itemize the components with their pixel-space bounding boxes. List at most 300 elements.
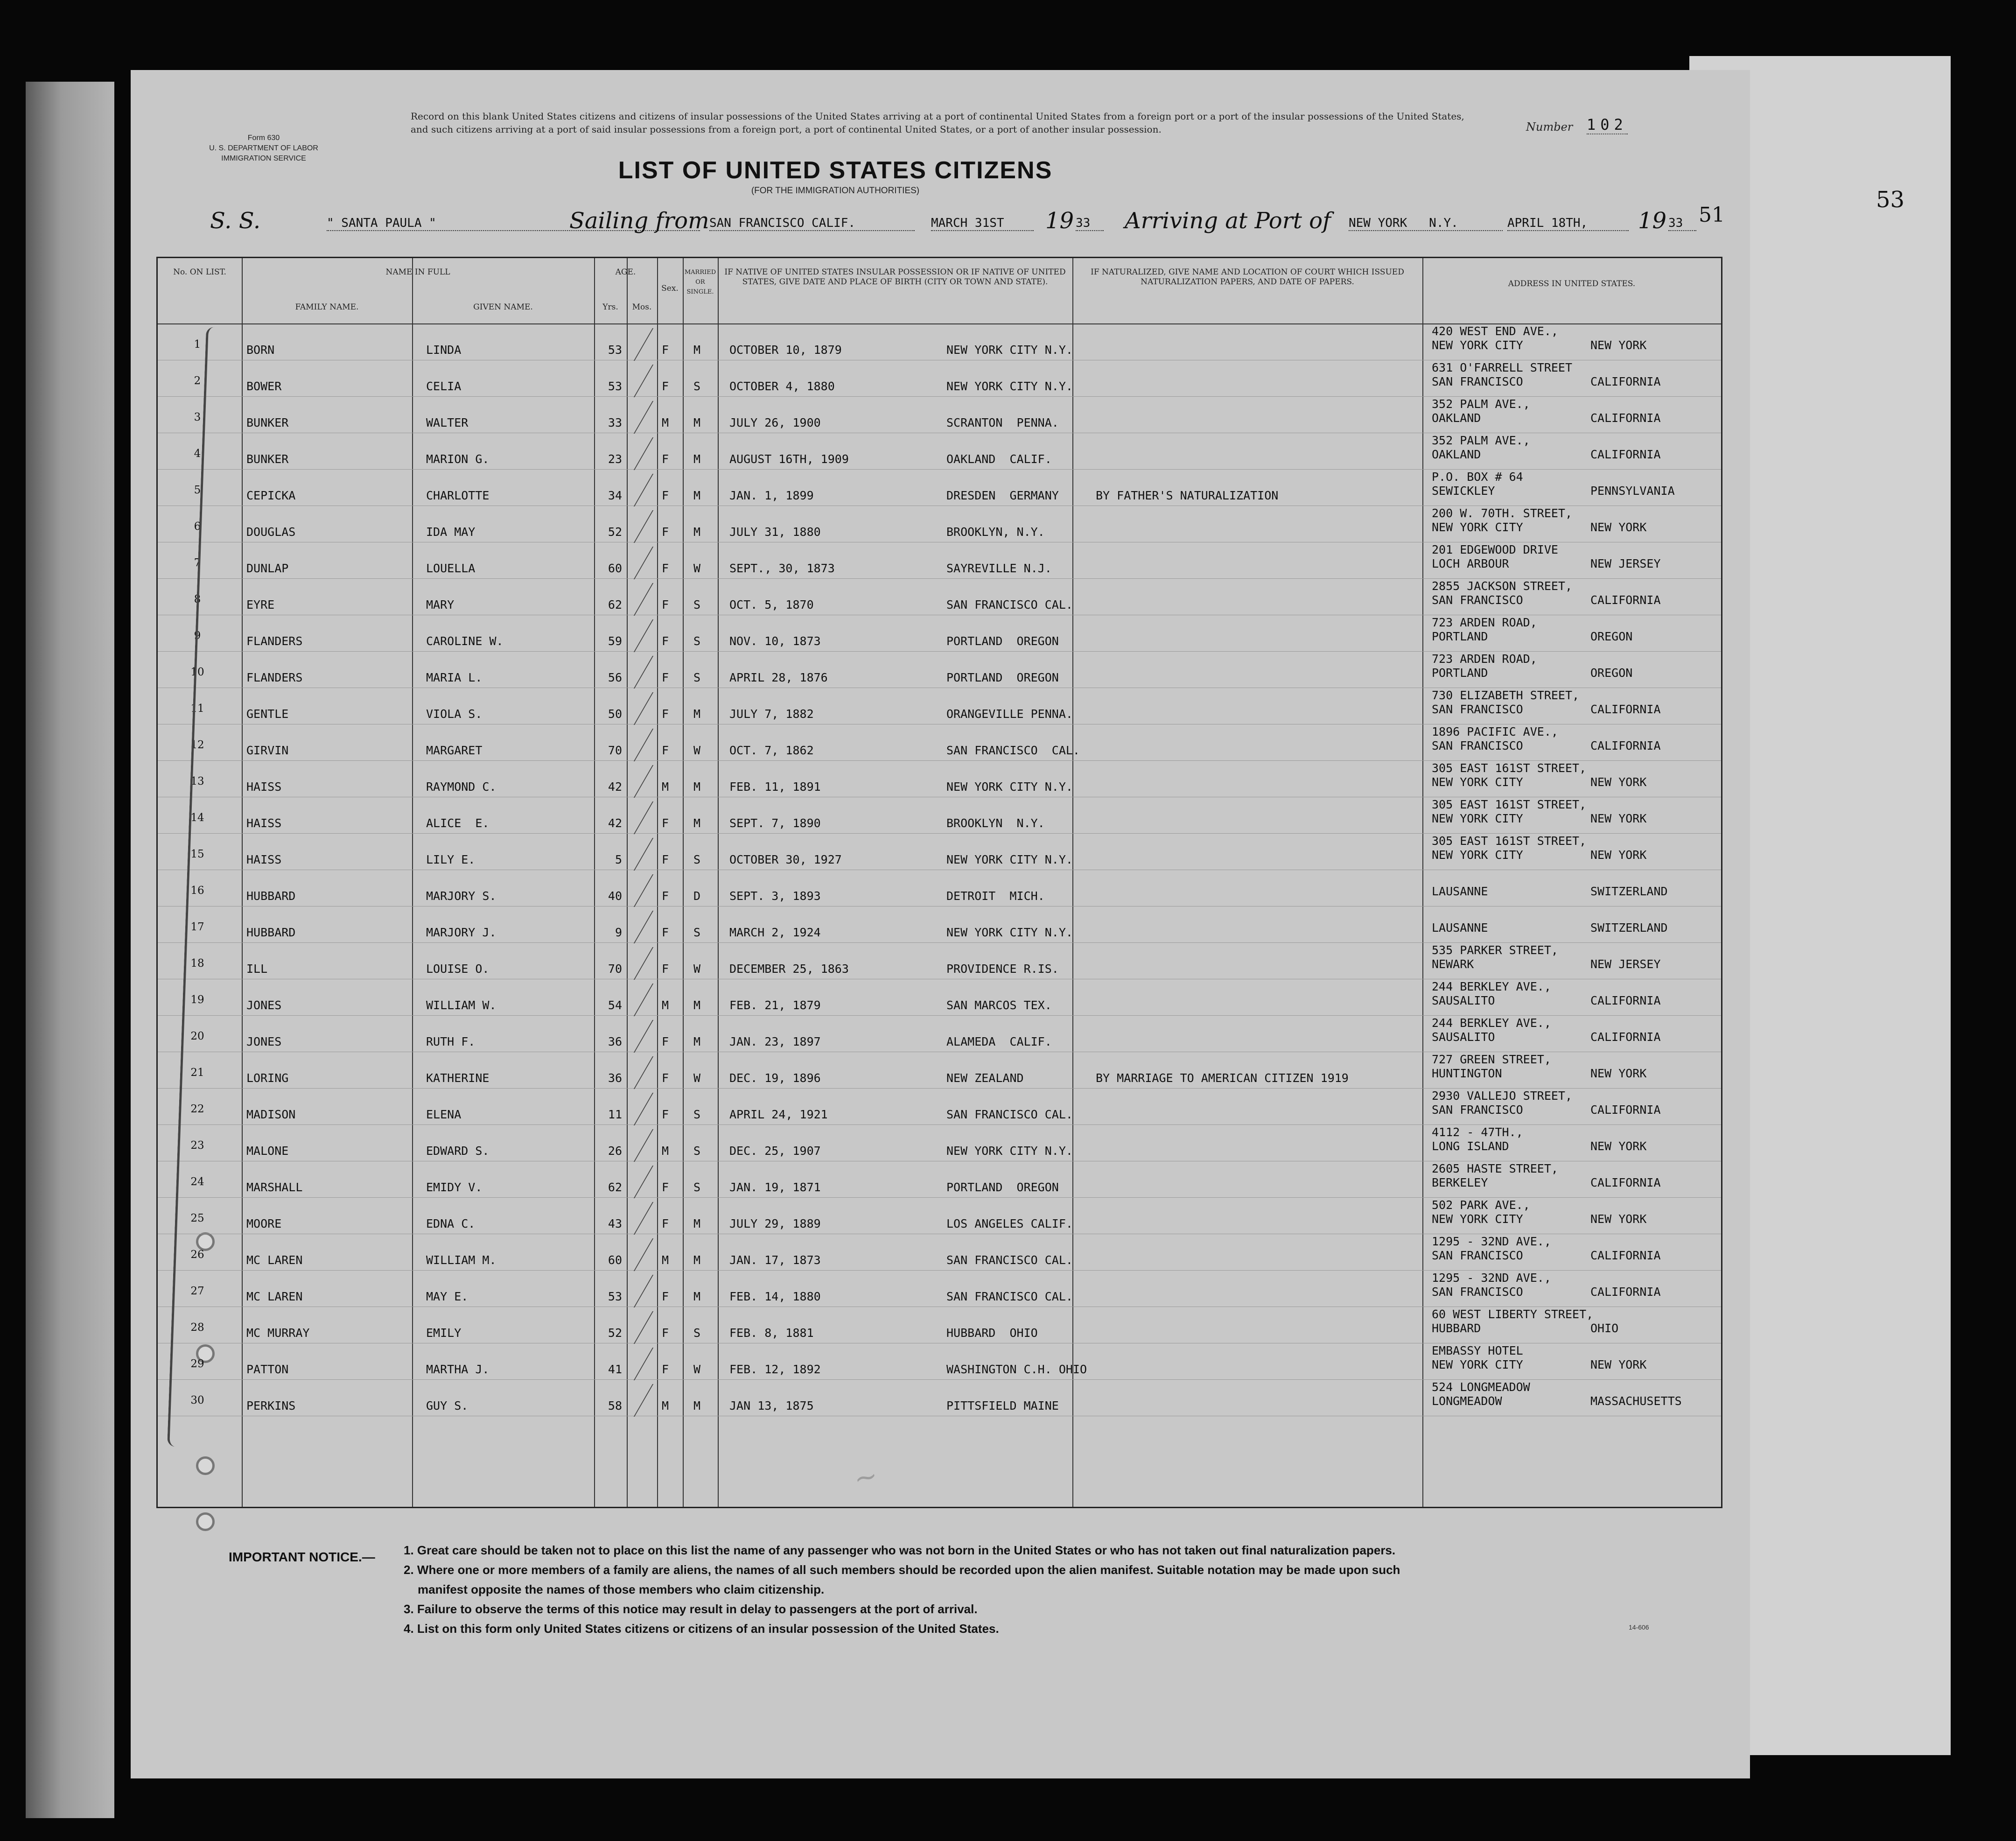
check-tick <box>634 1238 686 1271</box>
marital-status: M <box>693 1399 701 1412</box>
family-name: MADISON <box>246 1108 296 1121</box>
marital-status: D <box>693 889 701 903</box>
address-city: SEWICKLEY <box>1432 484 1495 498</box>
age-years: 11 <box>608 1108 622 1121</box>
age-years: 54 <box>608 998 622 1012</box>
header-naturalized: IF NATURALIZED, GIVE NAME AND LOCATION OF COURT WHICH ISSUED NATURALIZATION PAPERS, AND DATE OF PAPERS. <box>1091 267 1404 287</box>
address-state: OREGON <box>1590 630 1633 643</box>
birth-date: SEPT., 30, 1873 <box>729 562 835 575</box>
notice-item: 4. List on this form only United States citizens or citizens of an insular possession of the United States. <box>404 1622 999 1636</box>
list-number: 10 <box>190 666 204 678</box>
given-name: MARGARET <box>426 744 483 757</box>
list-number: 20 <box>190 1030 204 1042</box>
address-city: HUNTINGTON <box>1432 1067 1502 1080</box>
check-tick <box>634 1020 686 1053</box>
family-name: FLANDERS <box>246 671 303 684</box>
sex: F <box>662 889 669 903</box>
marital-status: W <box>693 1363 701 1376</box>
year-prefix: 19 <box>1638 208 1667 234</box>
birth-place: NEW YORK CITY N.Y. <box>946 926 1073 939</box>
address-city: BERKELEY <box>1432 1176 1488 1189</box>
sex: M <box>662 1253 669 1267</box>
birth-place: DETROIT MICH. <box>946 889 1045 903</box>
address-city: NEW YORK CITY <box>1432 338 1523 352</box>
arriving-label: Arriving at Port of <box>1125 208 1331 234</box>
address-city: NEW YORK CITY <box>1432 775 1523 789</box>
address-state: CALIFORNIA <box>1590 593 1661 607</box>
table-row <box>158 906 1721 943</box>
arrival-port: NEW YORK N.Y. <box>1349 216 1503 231</box>
address-state: CALIFORNIA <box>1590 1249 1661 1262</box>
address-city: NEWARK <box>1432 957 1474 971</box>
family-name: MC MURRAY <box>246 1326 310 1340</box>
address-city: SAN FRANCISCO <box>1432 1285 1523 1299</box>
given-name: WALTER <box>426 416 469 429</box>
address-line1: 60 WEST LIBERTY STREET, <box>1432 1307 1594 1321</box>
address-city: NEW YORK CITY <box>1432 1358 1523 1371</box>
address-line1: P.O. BOX # 64 <box>1432 470 1523 484</box>
address-state: CALIFORNIA <box>1590 739 1661 752</box>
address-line1: 727 GREEN STREET, <box>1432 1053 1551 1066</box>
address-line1: 305 EAST 161ST STREET, <box>1432 834 1587 848</box>
address-city: SAN FRANCISCO <box>1432 593 1523 607</box>
table-row <box>158 542 1721 579</box>
birth-place: SAYREVILLE N.J. <box>946 562 1052 575</box>
list-number: 6 <box>194 520 201 533</box>
given-name: MAY E. <box>426 1290 469 1303</box>
sex: F <box>662 562 669 575</box>
check-tick <box>634 838 686 871</box>
birth-date: OCT. 7, 1862 <box>729 744 814 757</box>
check-tick <box>634 510 686 543</box>
address-line1: 1295 - 32ND AVE., <box>1432 1235 1551 1248</box>
marital-status: S <box>693 926 701 939</box>
address-line1: 244 BERKLEY AVE., <box>1432 980 1551 993</box>
address-state: NEW YORK <box>1590 1139 1647 1153</box>
given-name: CAROLINE W. <box>426 634 504 648</box>
sailing-date: MARCH 31ST <box>931 216 1034 231</box>
address-city: SAUSALITO <box>1432 1030 1495 1044</box>
birth-place: SAN FRANCISCO CAL. <box>946 1253 1073 1267</box>
address-city: SAN FRANCISCO <box>1432 375 1523 388</box>
list-number: 24 <box>190 1176 204 1188</box>
family-name: MC LAREN <box>246 1253 303 1267</box>
marital-status: M <box>693 707 701 721</box>
address-city: SAUSALITO <box>1432 994 1495 1007</box>
address-state: CALIFORNIA <box>1590 411 1661 425</box>
birth-date: SEPT. 7, 1890 <box>729 816 821 830</box>
address-line1: 1295 - 32ND AVE., <box>1432 1271 1551 1285</box>
family-name: MALONE <box>246 1144 289 1158</box>
given-name: EDWARD S. <box>426 1144 490 1158</box>
age-years: 5 <box>615 853 622 866</box>
age-years: 9 <box>615 926 622 939</box>
age-years: 41 <box>608 1363 622 1376</box>
address-line1: EMBASSY HOTEL <box>1432 1344 1523 1357</box>
marital-status: W <box>693 562 701 575</box>
birth-place: WASHINGTON C.H. OHIO <box>946 1363 1087 1376</box>
address-line1: 723 ARDEN ROAD, <box>1432 652 1537 666</box>
list-number: 27 <box>190 1285 204 1297</box>
address-city: NEW YORK CITY <box>1432 848 1523 862</box>
marital-status: M <box>693 780 701 794</box>
marital-status: M <box>693 489 701 502</box>
address-state: MASSACHUSETTS <box>1590 1394 1682 1408</box>
address-line1: 352 PALM AVE., <box>1432 397 1530 411</box>
header-birth: IF NATIVE OF UNITED STATES INSULAR POSSESSION OR IF NATIVE OF UNITED STATES, GIVE DATE AND PLACE OF BIRTH (CITY OR TOWN AND STATE). <box>724 267 1066 287</box>
table-row <box>158 1270 1721 1307</box>
list-number: 14 <box>190 812 204 824</box>
check-tick <box>634 1166 686 1198</box>
address-line1: 723 ARDEN ROAD, <box>1432 616 1537 629</box>
address-state: CALIFORNIA <box>1590 1103 1661 1117</box>
family-name: BUNKER <box>246 452 289 466</box>
table-row <box>158 651 1721 688</box>
sex: F <box>662 671 669 684</box>
age-years: 36 <box>608 1035 622 1048</box>
given-name: ELENA <box>426 1108 462 1121</box>
family-name: HUBBARD <box>246 889 296 903</box>
birth-date: JULY 7, 1882 <box>729 707 814 721</box>
sex: F <box>662 853 669 866</box>
given-name: RUTH F. <box>426 1035 476 1048</box>
family-name: HAISS <box>246 816 282 830</box>
check-tick <box>634 328 686 361</box>
given-name: VIOLA S. <box>426 707 483 721</box>
notice-item: manifest opposite the names of those members who claim citizenship. <box>418 1582 825 1596</box>
birth-place: SAN FRANCISCO CAL. <box>946 1108 1073 1121</box>
address-state: PENNSYLVANIA <box>1590 484 1675 498</box>
binder-hole <box>196 1512 215 1531</box>
address-city: NEW YORK CITY <box>1432 520 1523 534</box>
sex: F <box>662 1363 669 1376</box>
form-code: 14-606 <box>1629 1623 1649 1631</box>
birth-date: JAN 13, 1875 <box>729 1399 814 1412</box>
address-city: PORTLAND <box>1432 666 1488 680</box>
birth-date: MARCH 2, 1924 <box>729 926 821 939</box>
check-tick <box>634 1093 686 1125</box>
address-city: SAN FRANCISCO <box>1432 739 1523 752</box>
marital-status: M <box>693 1217 701 1230</box>
table-row <box>158 1343 1721 1380</box>
address-city: OAKLAND <box>1432 448 1481 461</box>
list-number: 25 <box>190 1212 204 1224</box>
list-number: 1 <box>194 338 201 351</box>
header-married: MARRIED OR SINGLE. <box>684 269 716 295</box>
number-value: 102 <box>1587 116 1628 134</box>
check-tick <box>634 911 686 943</box>
address-state: SWITZERLAND <box>1590 885 1668 898</box>
address-city: PORTLAND <box>1432 630 1488 643</box>
family-name: HAISS <box>246 853 282 866</box>
age-years: 52 <box>608 525 622 539</box>
age-years: 60 <box>608 1253 622 1267</box>
marital-status: S <box>693 379 701 393</box>
given-name: CHARLOTTE <box>426 489 490 502</box>
notice-item: 3. Failure to observe the terms of this notice may result in delay to passengers at the port of arrival. <box>404 1602 978 1616</box>
sex: F <box>662 1108 669 1121</box>
birth-place: LOS ANGELES CALIF. <box>946 1217 1073 1230</box>
given-name: RAYMOND C. <box>426 780 497 794</box>
address-city: LAUSANNE <box>1432 921 1488 935</box>
address-state: NEW YORK <box>1590 520 1647 534</box>
marital-status: S <box>693 1108 701 1121</box>
sex: M <box>662 1399 669 1412</box>
birth-date: JULY 31, 1880 <box>729 525 821 539</box>
address-city: SAN FRANCISCO <box>1432 1103 1523 1117</box>
stamped-page-number: 53 <box>1876 187 1905 213</box>
address-line1: 244 BERKLEY AVE., <box>1432 1016 1551 1030</box>
table-row <box>158 1197 1721 1234</box>
sex: F <box>662 598 669 611</box>
list-number: 17 <box>190 921 204 933</box>
birth-date: FEB. 8, 1881 <box>729 1326 814 1340</box>
age-years: 42 <box>608 816 622 830</box>
given-name: MARION G. <box>426 452 490 466</box>
age-years: 50 <box>608 707 622 721</box>
birth-date: DECEMBER 25, 1863 <box>729 962 849 976</box>
marital-status: M <box>693 416 701 429</box>
service-name: IMMIGRATION SERVICE <box>221 155 306 162</box>
birth-place: PITTSFIELD MAINE <box>946 1399 1059 1412</box>
address-line1: 524 LONGMEADOW <box>1432 1380 1530 1394</box>
check-tick <box>634 1384 686 1417</box>
sailing-label: Sailing from <box>569 208 709 234</box>
department-name: U. S. DEPARTMENT OF LABOR <box>209 144 318 152</box>
age-years: 40 <box>608 889 622 903</box>
check-tick <box>634 729 686 761</box>
age-years: 58 <box>608 1399 622 1412</box>
page-number: 51 <box>1699 203 1725 227</box>
check-tick <box>634 947 686 980</box>
birth-date: OCT. 5, 1870 <box>729 598 814 611</box>
list-number: 8 <box>194 593 201 605</box>
family-name: CEPICKA <box>246 489 296 502</box>
family-name: JONES <box>246 998 282 1012</box>
family-name: ILL <box>246 962 268 976</box>
address-state: CALIFORNIA <box>1590 1176 1661 1189</box>
marital-status: M <box>693 452 701 466</box>
address-state: OHIO <box>1590 1321 1619 1335</box>
table-row <box>158 942 1721 979</box>
birth-date: JULY 29, 1889 <box>729 1217 821 1230</box>
address-city: LAUSANNE <box>1432 885 1488 898</box>
family-name: BUNKER <box>246 416 289 429</box>
age-years: 23 <box>608 452 622 466</box>
birth-place: SCRANTON PENNA. <box>946 416 1059 429</box>
list-number: 26 <box>190 1249 204 1261</box>
birth-place: PORTLAND OREGON <box>946 634 1059 648</box>
birth-place: SAN FRANCISCO CAL. <box>946 744 1080 757</box>
birth-place: NEW YORK CITY N.Y. <box>946 1144 1073 1158</box>
given-name: EDNA C. <box>426 1217 476 1230</box>
check-tick <box>634 1348 686 1380</box>
birth-date: AUGUST 16TH, 1909 <box>729 452 849 466</box>
naturalization: BY FATHER'S NATURALIZATION <box>1096 489 1279 502</box>
list-number: 30 <box>190 1394 204 1406</box>
family-name: DUNLAP <box>246 562 289 575</box>
birth-place: SAN FRANCISCO CAL. <box>946 598 1073 611</box>
notice-label: IMPORTANT NOTICE.— <box>229 1550 375 1564</box>
list-number: 9 <box>194 630 201 642</box>
family-name: HAISS <box>246 780 282 794</box>
marital-status: S <box>693 1144 701 1158</box>
family-name: BORN <box>246 343 275 357</box>
age-years: 26 <box>608 1144 622 1158</box>
header-mos: Mos. <box>632 302 652 312</box>
list-number: 13 <box>190 775 204 787</box>
address-state: CALIFORNIA <box>1590 448 1661 461</box>
address-line1: 2855 JACKSON STREET, <box>1432 579 1573 593</box>
notice-item: 1. Great care should be taken not to place on this list the name of any passenger who was not born in the United States or who has not taken out final naturalization papers. <box>404 1543 1396 1557</box>
address-state: NEW JERSEY <box>1590 557 1661 570</box>
header-family: FAMILY NAME. <box>295 302 359 312</box>
sailing-year: 33 <box>1076 216 1104 231</box>
family-name: MC LAREN <box>246 1290 303 1303</box>
check-tick <box>634 437 686 470</box>
table-row <box>158 469 1721 506</box>
given-name: LOUISE O. <box>426 962 490 976</box>
family-name: FLANDERS <box>246 634 303 648</box>
check-tick <box>634 874 686 907</box>
table-row <box>158 1161 1721 1198</box>
check-tick <box>634 401 686 434</box>
marital-status: M <box>693 816 701 830</box>
address-line1: 730 ELIZABETH STREET, <box>1432 689 1580 702</box>
birth-date: JAN. 1, 1899 <box>729 489 814 502</box>
given-name: EMILY <box>426 1326 462 1340</box>
age-years: 53 <box>608 379 622 393</box>
family-name: GENTLE <box>246 707 289 721</box>
check-tick <box>634 656 686 689</box>
birth-place: SAN FRANCISCO CAL. <box>946 1290 1073 1303</box>
sex: F <box>662 1035 669 1048</box>
address-city: LOCH ARBOUR <box>1432 557 1509 570</box>
header-address: ADDRESS IN UNITED STATES. <box>1508 279 1636 288</box>
sex: M <box>662 1144 669 1158</box>
family-name: HUBBARD <box>246 926 296 939</box>
table-row <box>158 979 1721 1016</box>
birth-date: FEB. 11, 1891 <box>729 780 821 794</box>
family-name: PERKINS <box>246 1399 296 1412</box>
given-name: CELIA <box>426 379 462 393</box>
sex: F <box>662 1071 669 1085</box>
list-number: 16 <box>190 885 204 897</box>
age-years: 62 <box>608 598 622 611</box>
table-row <box>158 396 1721 433</box>
table-row <box>158 1052 1721 1089</box>
age-years: 52 <box>608 1326 622 1340</box>
age-years: 70 <box>608 962 622 976</box>
given-name: LOUELLA <box>426 562 476 575</box>
birth-date: OCTOBER 30, 1927 <box>729 853 842 866</box>
list-number: 5 <box>194 484 201 496</box>
check-tick <box>634 583 686 616</box>
address-line1: 535 PARKER STREET, <box>1432 943 1558 957</box>
table-row <box>158 323 1721 360</box>
check-tick <box>634 1275 686 1307</box>
age-years: 70 <box>608 744 622 757</box>
birth-date: APRIL 24, 1921 <box>729 1108 828 1121</box>
age-years: 62 <box>608 1180 622 1194</box>
address-state: NEW YORK <box>1590 338 1647 352</box>
birth-date: JULY 26, 1900 <box>729 416 821 429</box>
header-no: No. ON LIST. <box>173 267 226 277</box>
list-number: 28 <box>190 1321 204 1334</box>
sex: F <box>662 379 669 393</box>
marital-status: M <box>693 1253 701 1267</box>
age-years: 59 <box>608 634 622 648</box>
marital-status: M <box>693 343 701 357</box>
address-state: NEW YORK <box>1590 775 1647 789</box>
table-row <box>158 688 1721 724</box>
inspector-signature: ~ <box>851 1459 881 1496</box>
marital-status: M <box>693 1290 701 1303</box>
table-row <box>158 615 1721 652</box>
header-yrs: Yrs. <box>602 302 618 312</box>
given-name: MARIA L. <box>426 671 483 684</box>
sex: M <box>662 416 669 429</box>
marital-status: S <box>693 1326 701 1340</box>
address-line1: 2605 HASTE STREET, <box>1432 1162 1558 1175</box>
birth-place: PORTLAND OREGON <box>946 671 1059 684</box>
address-line1: 502 PARK AVE., <box>1432 1198 1530 1212</box>
birth-place: NEW YORK CITY N.Y. <box>946 343 1073 357</box>
age-years: 53 <box>608 1290 622 1303</box>
marital-status: W <box>693 962 701 976</box>
check-tick <box>634 1056 686 1089</box>
arrival-date: APRIL 18TH, <box>1507 216 1629 231</box>
address-city: LONG ISLAND <box>1432 1139 1509 1153</box>
address-line1: 201 EDGEWOOD DRIVE <box>1432 543 1558 556</box>
table-row <box>158 433 1721 470</box>
address-city: SAN FRANCISCO <box>1432 703 1523 716</box>
table-row <box>158 1234 1721 1271</box>
check-tick <box>634 365 686 397</box>
family-name: BOWER <box>246 379 282 393</box>
address-state: SWITZERLAND <box>1590 921 1668 935</box>
address-line1: 305 EAST 161ST STREET, <box>1432 798 1587 811</box>
marital-status: M <box>693 1035 701 1048</box>
year-prefix: 19 <box>1045 208 1074 234</box>
sex: F <box>662 962 669 976</box>
list-number: 21 <box>190 1067 204 1079</box>
birth-place: PORTLAND OREGON <box>946 1180 1059 1194</box>
address-city: NEW YORK CITY <box>1432 812 1523 825</box>
given-name: IDA MAY <box>426 525 476 539</box>
birth-place: ORANGEVILLE PENNA. <box>946 707 1073 721</box>
sex: F <box>662 926 669 939</box>
birth-date: OCTOBER 4, 1880 <box>729 379 835 393</box>
table-row <box>158 360 1721 397</box>
age-years: 42 <box>608 780 622 794</box>
table-row <box>158 870 1721 906</box>
table-row <box>158 797 1721 834</box>
sex: F <box>662 634 669 648</box>
birth-place: NEW YORK CITY N.Y. <box>946 379 1073 393</box>
family-name: GIRVIN <box>246 744 289 757</box>
family-name: JONES <box>246 1035 282 1048</box>
marital-status: S <box>693 1180 701 1194</box>
given-name: EMIDY V. <box>426 1180 483 1194</box>
list-number: 12 <box>190 739 204 751</box>
birth-place: BROOKLYN N.Y. <box>946 816 1045 830</box>
arrival-year: 33 <box>1668 216 1696 231</box>
sex: F <box>662 744 669 757</box>
given-name: GUY S. <box>426 1399 469 1412</box>
list-number: 2 <box>194 375 201 387</box>
header-age: AGE. <box>615 267 636 277</box>
